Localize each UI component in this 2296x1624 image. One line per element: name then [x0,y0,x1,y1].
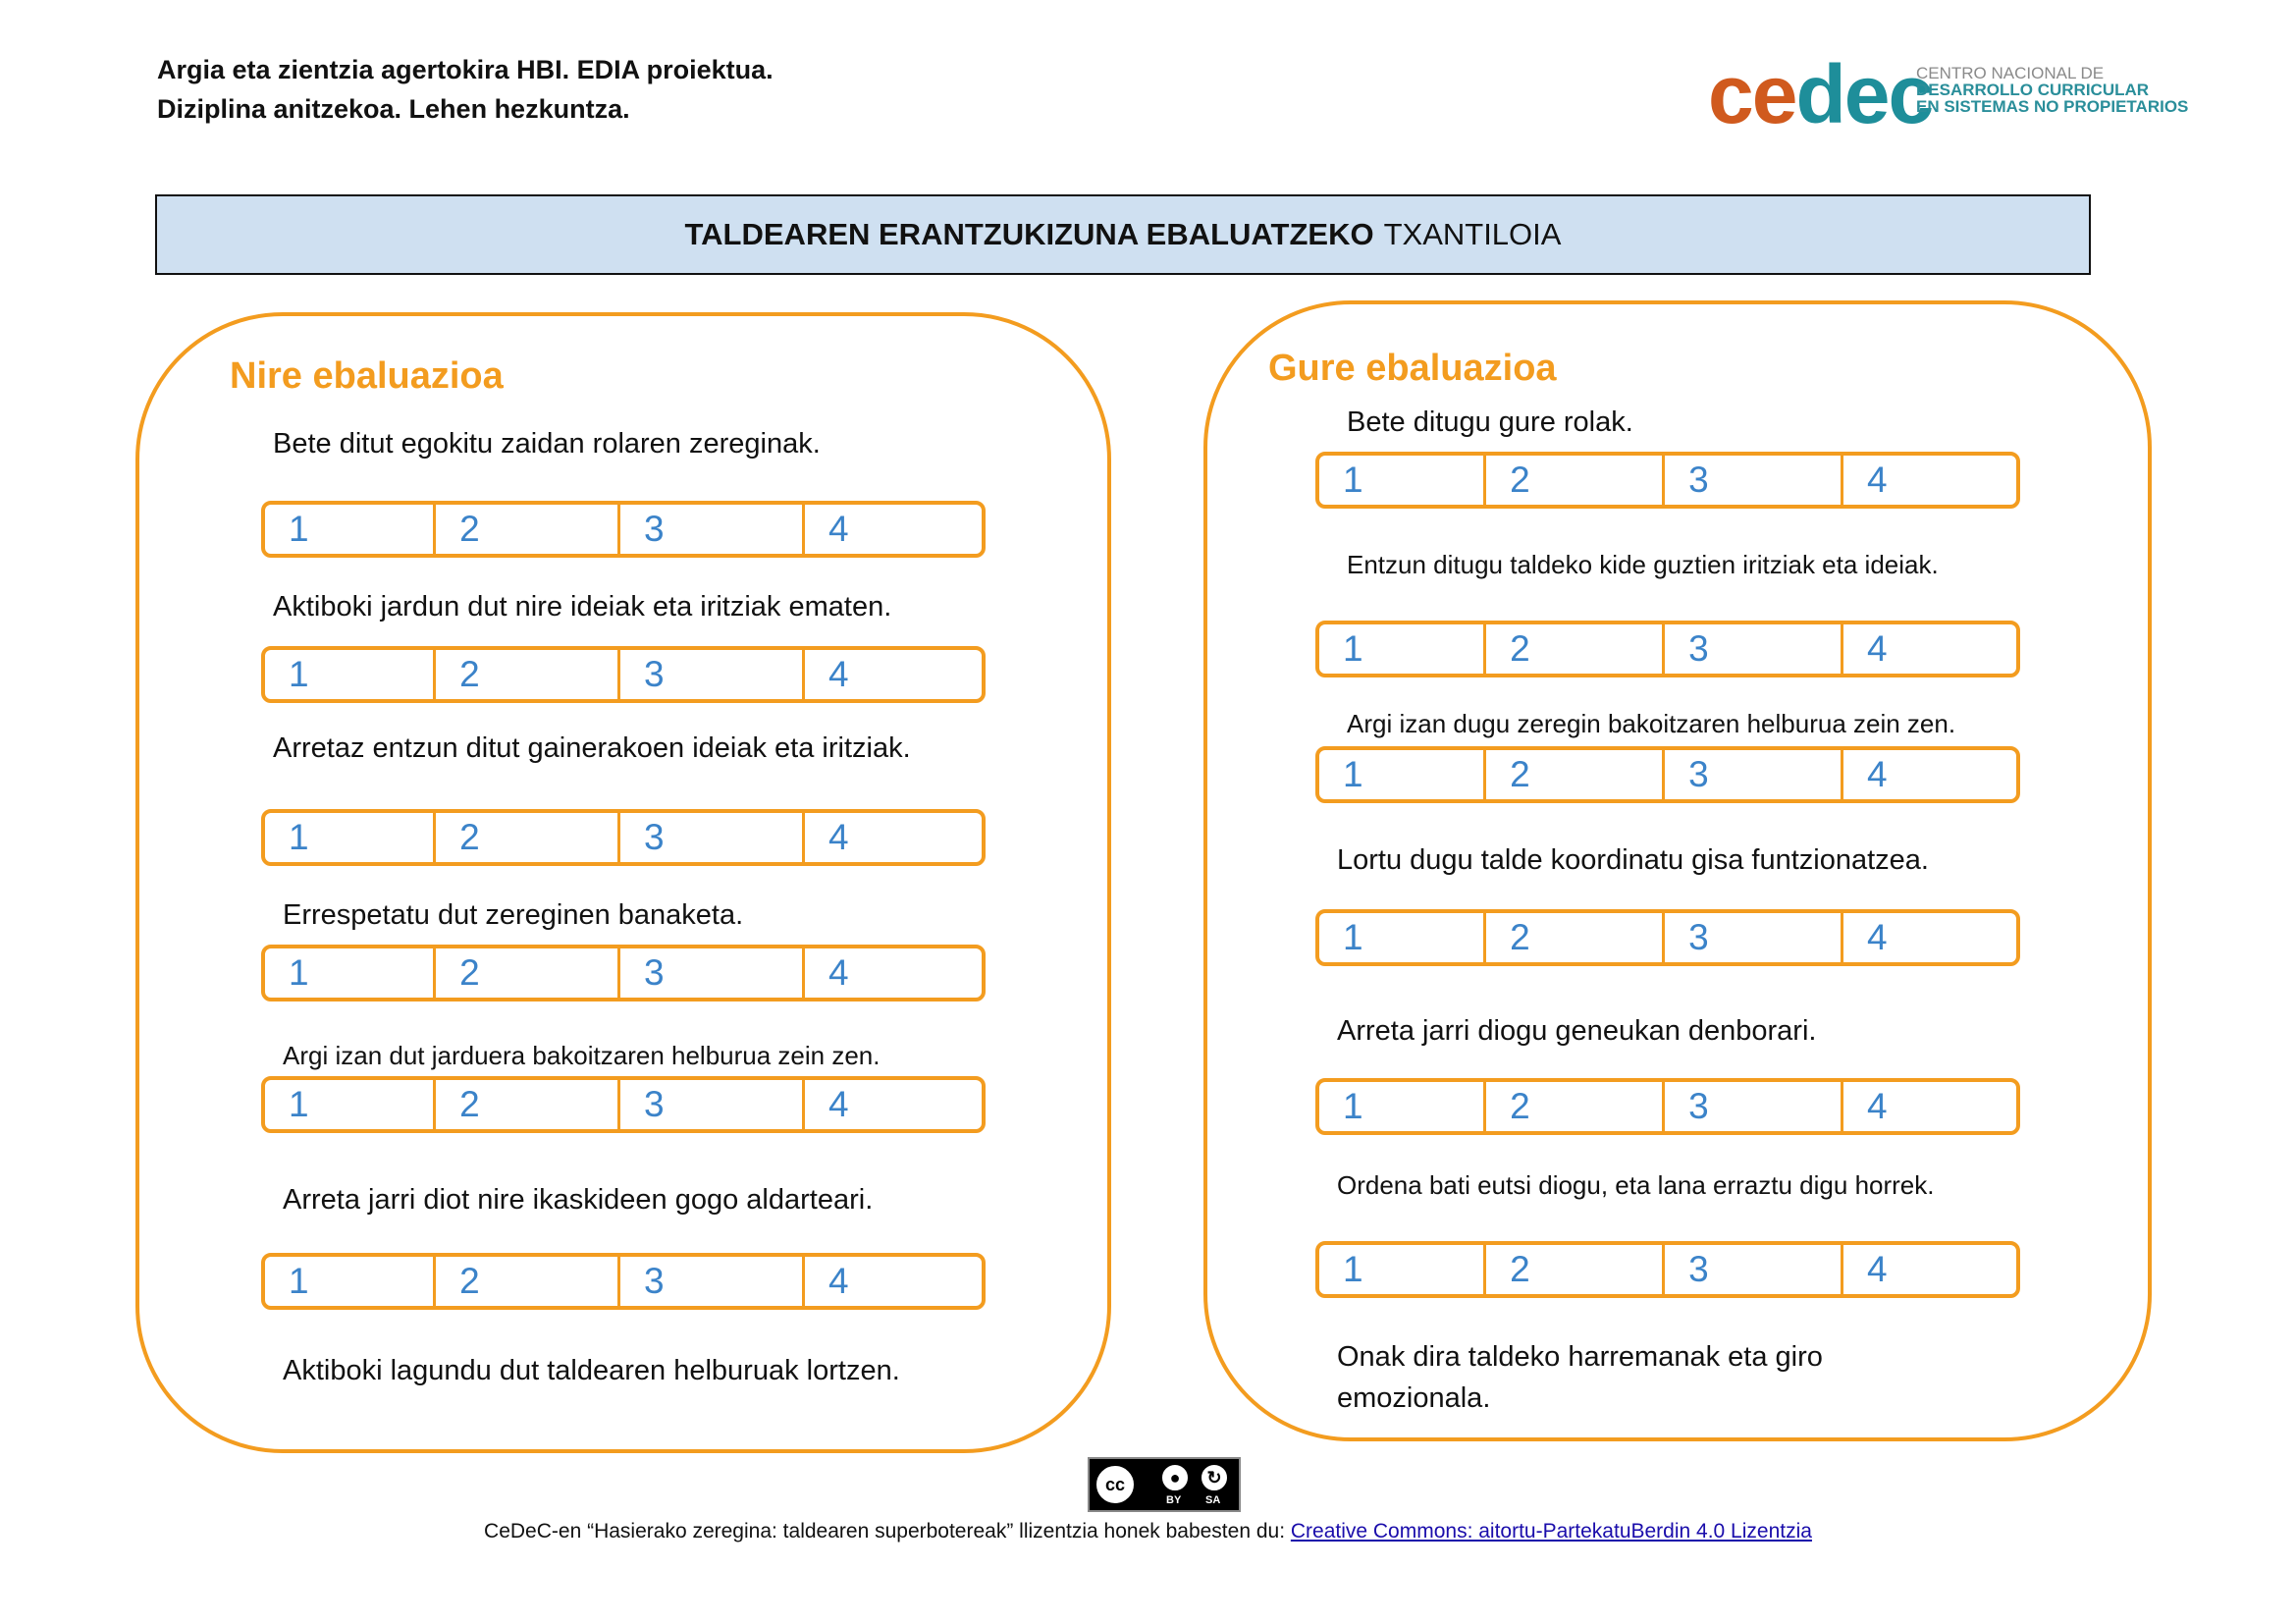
left-rating-scale-3 [261,809,986,866]
rating-option-2[interactable]: 2 [1486,750,1665,799]
rating-option-1[interactable]: 1 [1319,624,1486,674]
rating-option-3[interactable]: 3 [1665,624,1843,674]
license-link[interactable]: Creative Commons: aitortu-PartekatuBerdin 4.0 Lizentzia [1290,1520,1812,1543]
rating-option-2[interactable]: 2 [436,813,620,862]
rating-option-3[interactable]: 3 [620,813,805,862]
right-question-1: Bete ditugu gure rolak. [1347,406,1633,438]
rating-option-1[interactable]: 1 [265,650,436,699]
rating-option-3[interactable]: 3 [620,1257,805,1306]
left-rating-scale-1 [261,501,986,558]
left-question-6: Arreta jarri diot nire ikaskideen gogo aldarteari. [283,1184,874,1216]
rating-option-3[interactable]: 3 [1665,750,1843,799]
right-rating-scale-4 [1315,909,2020,966]
rating-option-4[interactable]: 4 [828,952,849,993]
right-question-5: Arreta jarri diogu geneukan denborari. [1337,1015,1817,1047]
header-line-1: Argia eta zientzia agertokira HBI. EDIA proiektua. [157,55,774,84]
footer-text: CeDeC-en “Hasierako zeregina: taldearen superbotereak” llizentzia honek babesten du: [484,1520,1291,1543]
cc-sa-label: SA [1205,1494,1221,1506]
page-title [155,194,2091,275]
cedec-logo [1708,48,2189,140]
rating-option-2[interactable]: 2 [436,948,620,998]
right-rating-scale-5 [1315,1078,2020,1135]
rating-option-2[interactable]: 2 [436,650,620,699]
rating-option-2[interactable]: 2 [436,505,620,554]
rating-option-4[interactable]: 4 [1867,1086,1888,1126]
rating-option-1[interactable]: 1 [1319,1082,1486,1131]
right-rating-scale-3 [1315,746,2020,803]
rating-option-3[interactable]: 3 [620,1080,805,1129]
attribution-icon: ● [1160,1463,1190,1492]
logo-sub-2: DESARROLLO CURRICULAR [1916,81,2150,99]
left-rating-scale-6 [261,1253,986,1310]
rating-option-4[interactable]: 4 [1867,628,1888,669]
rating-option-2[interactable]: 2 [436,1257,620,1306]
title-normal: TXANTILOIA [1383,217,1562,251]
left-question-5: Argi izan dut jarduera bakoitzaren helburua zein zen. [283,1041,881,1070]
right-question-3: Argi izan dugu zeregin bakoitzaren helburua zein zen. [1347,709,1956,738]
rating-option-3[interactable]: 3 [620,948,805,998]
logo-sub-1: CENTRO NACIONAL DE [1916,64,2105,82]
left-question-3: Arretaz entzun ditut gainerakoen ideiak eta iritziak. [273,732,911,764]
logo-word-orange: ce [1708,48,1796,140]
rating-option-3[interactable]: 3 [1665,1082,1843,1131]
rating-option-1[interactable]: 1 [1319,913,1486,962]
rating-option-1[interactable]: 1 [265,948,436,998]
header-line-2: Diziplina anitzekoa. Lehen hezkuntza. [157,94,630,124]
right-rating-scale-6 [1315,1241,2020,1298]
right-question-7-line-2: emozionala. [1337,1382,1491,1414]
rating-option-1[interactable]: 1 [265,505,436,554]
rating-option-3[interactable]: 3 [620,505,805,554]
right-rating-scale-2 [1315,621,2020,677]
rating-option-3[interactable]: 3 [620,650,805,699]
rating-option-4[interactable]: 4 [828,1084,849,1124]
rating-option-1[interactable]: 1 [265,1257,436,1306]
right-question-2: Entzun ditugu taldeko kide guztien iritziak eta ideiak. [1347,550,1939,579]
rating-option-3[interactable]: 3 [1665,913,1843,962]
rating-option-4[interactable]: 4 [1867,754,1888,794]
rating-option-1[interactable]: 1 [1319,456,1486,505]
rating-option-4[interactable]: 4 [828,817,849,857]
cc-icon: cc [1094,1463,1137,1506]
rating-option-2[interactable]: 2 [1486,456,1665,505]
share-alike-icon: ↻ [1200,1463,1229,1492]
left-panel-title: Nire ebaluazioa [230,355,504,397]
left-question-4: Errespetatu dut zereginen banaketa. [283,899,744,931]
rating-option-4[interactable]: 4 [1867,917,1888,957]
rating-option-2[interactable]: 2 [1486,1245,1665,1294]
rating-option-3[interactable]: 3 [1665,456,1843,505]
rating-option-2[interactable]: 2 [436,1080,620,1129]
right-rating-scale-1 [1315,452,2020,509]
rating-option-2[interactable]: 2 [1486,624,1665,674]
cc-by-label: BY [1166,1494,1182,1506]
rating-option-1[interactable]: 1 [265,1080,436,1129]
rating-option-1[interactable]: 1 [1319,750,1486,799]
right-question-4: Lortu dugu talde koordinatu gisa funtzionatzea. [1337,844,1929,876]
rating-option-4[interactable]: 4 [1867,1249,1888,1289]
rating-option-2[interactable]: 2 [1486,913,1665,962]
footer [0,1520,2296,1543]
left-question-7: Aktiboki lagundu dut taldearen helburuak lortzen. [283,1355,900,1386]
left-rating-scale-2 [261,646,986,703]
rating-option-3[interactable]: 3 [1665,1245,1843,1294]
rating-option-1[interactable]: 1 [1319,1245,1486,1294]
cc-license-badge [1088,1457,1241,1512]
right-question-7-line-1: Onak dira taldeko harremanak eta giro [1337,1341,1823,1373]
left-rating-scale-4 [261,945,986,1001]
logo-sub-3: EN SISTEMAS NO PROPIETARIOS [1916,97,2189,116]
title-bold: TALDEAREN ERANTZUKIZUNA EBALUATZEKO [684,217,1374,251]
left-question-1: Bete ditut egokitu zaidan rolaren zereginak. [273,428,821,460]
logo-word-teal: dec [1795,48,1933,140]
rating-option-4[interactable]: 4 [828,654,849,694]
rating-option-4[interactable]: 4 [828,1261,849,1301]
left-rating-scale-5 [261,1076,986,1133]
right-panel-title: Gure ebaluazioa [1268,348,1557,389]
rating-option-2[interactable]: 2 [1486,1082,1665,1131]
rating-option-1[interactable]: 1 [265,813,436,862]
right-question-6: Ordena bati eutsi diogu, eta lana erraztu digu horrek. [1337,1170,1935,1200]
rating-option-4[interactable]: 4 [1867,460,1888,500]
left-question-2: Aktiboki jardun dut nire ideiak eta iritziak ematen. [273,591,892,623]
rating-option-4[interactable]: 4 [828,509,849,549]
